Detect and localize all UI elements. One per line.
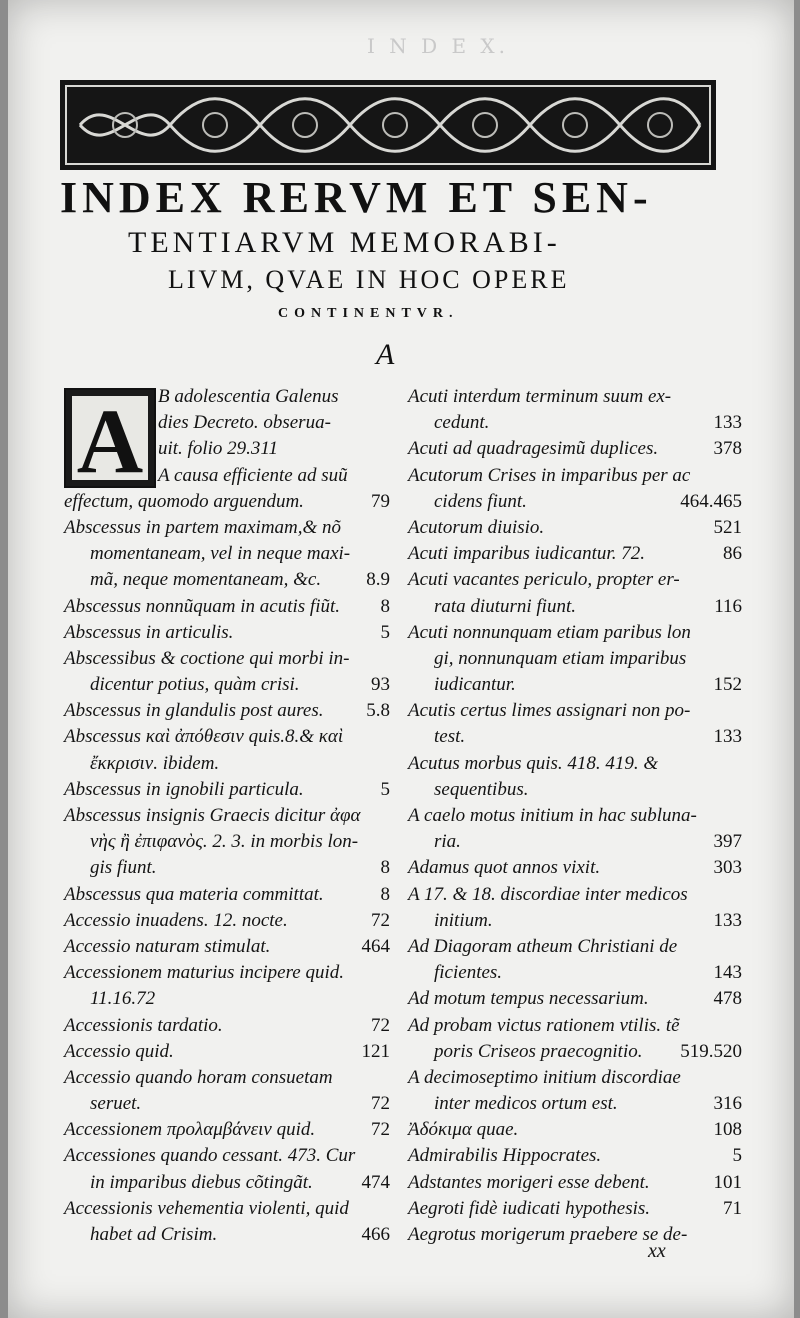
page-reference: 86 (723, 543, 742, 565)
page-reference: 464.465 (680, 490, 742, 512)
entry-text: Abscessibus & coctione qui morbi in- (64, 647, 350, 669)
entry-text: ficientes. (434, 962, 503, 984)
entry-text: Adamus quot annos vixit. (408, 857, 601, 879)
index-entry-line (408, 1196, 742, 1222)
index-entry-line (408, 436, 742, 462)
index-entry-line (64, 777, 390, 803)
page-reference: 5.8 (366, 700, 390, 722)
index-entry-line (408, 986, 742, 1012)
index-entry-line (64, 829, 390, 855)
page-reference: 72 (371, 909, 390, 931)
index-entry-line (64, 698, 390, 724)
entry-text: habet ad Crisim. (90, 1224, 218, 1245)
index-entry-line (64, 515, 390, 541)
index-entry-line (408, 724, 742, 750)
index-entry-line (64, 1143, 390, 1169)
index-entry-line (408, 620, 742, 646)
entry-text: Acuti vacantes periculo, propter er- (408, 569, 680, 591)
page-reference: 152 (713, 674, 742, 696)
entry-text: ἔκκρισιν. ibidem. (90, 752, 220, 774)
entry-text: rata diuturni fiunt. (434, 595, 576, 617)
index-entry-line (64, 463, 390, 489)
page-reference: 8.9 (366, 569, 390, 591)
index-entry-line (64, 882, 390, 908)
entry-text: Accessiones quando cessant. 473. Cur (64, 1145, 356, 1167)
entry-text: A 17. & 18. discordiae inter medicos (408, 883, 688, 905)
index-entry-line (64, 1196, 390, 1222)
entry-text: Ad Diagoram atheum Christiani de (408, 935, 678, 957)
index-entry-line (64, 567, 390, 593)
index-entry-line (408, 515, 742, 541)
entry-text: Accessio inuadens. 12. nocte. (64, 909, 288, 931)
page-reference: 519.520 (680, 1040, 742, 1062)
page-reference: 101 (713, 1171, 742, 1193)
entry-text: Abscessus in partem maximam,& nõ (64, 516, 342, 538)
page-reference: 72 (371, 1093, 390, 1115)
index-entry-line (408, 960, 742, 986)
index-entry-line (64, 855, 390, 881)
page-reference: 316 (713, 1093, 742, 1115)
index-entry-line (408, 751, 742, 777)
entry-text: A caelo motus initium in hac subluna- (408, 805, 697, 826)
index-entry-line (408, 594, 742, 620)
title-line-2: TENTIARVM MEMORABI- (128, 226, 561, 259)
entry-text: inter medicos ortum est. (434, 1093, 618, 1115)
entry-text: 11.16.72 (90, 988, 156, 1010)
page-reference: 466 (361, 1224, 390, 1245)
index-entry-line (64, 541, 390, 567)
title-line-1: INDEX RERVM ET SEN- (60, 173, 653, 222)
index-entry-line (64, 594, 390, 620)
index-entry-line (64, 489, 390, 515)
entry-text: momentaneam, vel in neque maxi- (90, 543, 351, 565)
entry-text: cedunt. (434, 412, 490, 434)
index-entry-line (64, 986, 390, 1012)
page-reference: 5 (380, 621, 390, 643)
entry-text: Accessionem προλαμβάνειν quid. (64, 1119, 316, 1141)
entry-text: initium. (434, 909, 493, 931)
index-entry-line (64, 934, 390, 960)
index-entry-line (408, 1222, 742, 1248)
entry-text: mã, neque momentaneam, &c. (90, 569, 322, 591)
page-reference: 8 (380, 595, 390, 617)
entry-text: Accessio quid. (64, 1040, 174, 1062)
entry-text: gi, nonnunquam etiam imparibus (434, 647, 687, 669)
ornamental-headpiece (60, 80, 716, 170)
entry-text: Abscessus insignis Graecis dicitur ἀφα (64, 805, 361, 826)
page-reference: 79 (371, 490, 390, 512)
index-entry-line (64, 410, 390, 436)
index-entry-line (64, 672, 390, 698)
entry-text: sequentibus. (434, 778, 529, 800)
page-reference: 121 (361, 1040, 390, 1062)
entry-text: A decimoseptimo initium discordiae (408, 1066, 681, 1088)
page-reference: 8 (380, 857, 390, 879)
index-entry-line (408, 803, 742, 829)
index-entry-line (408, 1170, 742, 1196)
index-entry-line (64, 803, 390, 829)
entry-text: Admirabilis Hippocrates. (408, 1145, 602, 1167)
entry-text: Accessionem maturius incipere quid. (64, 962, 345, 984)
entry-text: Abscessus in ignobili particula. (64, 778, 304, 800)
page-reference: 72 (371, 1119, 390, 1141)
drop-cap-letter: A (76, 396, 144, 480)
title-line-3: LIVM, QVAE IN HOC OPERE (168, 265, 570, 294)
index-entry-line (408, 1143, 742, 1169)
entry-text: poris Criseos praecognitio. (434, 1040, 643, 1062)
entry-text: Acutorum Crises in imparibus per ac (408, 464, 691, 486)
page-reference: 143 (713, 962, 742, 984)
entry-text: Acutus morbus quis. 418. 419. & (408, 752, 659, 774)
page-reference: 8 (380, 883, 390, 905)
entry-text: A causa efficiente ad suũ (158, 464, 348, 486)
index-entry-line (408, 384, 742, 410)
right-column (408, 384, 742, 1248)
index-entry-line (64, 1013, 390, 1039)
index-entry-line (408, 463, 742, 489)
index-entry-line (408, 829, 742, 855)
index-entry-line (64, 724, 390, 750)
page-reference: 397 (713, 831, 742, 853)
page-reference: 133 (713, 909, 742, 931)
entry-text: ria. (434, 831, 461, 853)
index-entry-line (408, 646, 742, 672)
index-entry-line (64, 1039, 390, 1065)
index-entry-line (408, 1039, 742, 1065)
index-entry-line (408, 882, 742, 908)
entry-text: uit. folio 29.311 (158, 438, 278, 460)
index-entry-line (408, 567, 742, 593)
entry-text: Abscessus in articulis. (64, 621, 234, 643)
page-reference: 474 (361, 1171, 390, 1193)
entry-text: Acuti nonnunquam etiam paribus lon (408, 621, 691, 643)
index-entry-line (64, 751, 390, 777)
entry-text: Accessionis tardatio. (64, 1014, 223, 1036)
index-entry-line (408, 1117, 742, 1143)
entry-text: Acutis certus limes assignari non po- (408, 700, 691, 722)
index-entry-line (408, 489, 742, 515)
entry-text: Aegroti fidè iudicati hypothesis. (408, 1197, 651, 1219)
entry-text: dies Decreto. obserua- (158, 412, 331, 434)
entry-text: seruet. (90, 1093, 142, 1115)
entry-text: iudicantur. (434, 674, 516, 696)
index-entry-line (408, 698, 742, 724)
entry-text: Accessionis vehementia violenti, quid (64, 1197, 349, 1219)
book-page (8, 0, 794, 1318)
entry-text: Acuti interdum terminum suum ex- (408, 386, 672, 407)
page-reference: 72 (371, 1014, 390, 1036)
index-entry-line (408, 1091, 742, 1117)
entry-text: test. (434, 726, 466, 748)
index-entry-line (64, 1117, 390, 1143)
section-letter: A (376, 338, 395, 371)
entry-text: Acutorum diuisio. (408, 516, 545, 538)
page-reference: 378 (713, 438, 742, 460)
page-reference: 116 (714, 595, 742, 617)
index-entry-line (64, 1091, 390, 1117)
page-reference: 521 (713, 516, 742, 538)
page-reference: 108 (713, 1119, 742, 1141)
index-entry-line (408, 1065, 742, 1091)
page-reference: 5 (732, 1145, 742, 1167)
index-entry-line (408, 777, 742, 803)
index-entry-line (64, 384, 390, 410)
entry-text: νὴς ἢ ἐπιφανὸς. 2. 3. in morbis lon- (90, 831, 359, 853)
entry-text: Accessio naturam stimulat. (64, 935, 271, 957)
entry-text: Ad probam victus rationem vtilis. tẽ (408, 1014, 680, 1036)
entry-text: Ἀδόκιμα quae. (408, 1119, 519, 1141)
entry-text: B adolescentia Galenus (158, 386, 339, 407)
entry-text: Abscessus qua materia committat. (64, 883, 324, 905)
index-entry-line (408, 908, 742, 934)
entry-text: Adstantes morigeri esse debent. (408, 1171, 650, 1193)
index-entry-line (408, 855, 742, 881)
entry-text: dicentur potius, quàm crisi. (90, 674, 300, 696)
index-entry-line (64, 646, 390, 672)
index-entry-line (408, 1013, 742, 1039)
index-entry-line (64, 960, 390, 986)
index-entry-line (64, 908, 390, 934)
entry-text: Abscessus in glandulis post aures. (64, 700, 324, 722)
entry-text: Aegrotus morigerum praebere se de- (408, 1224, 688, 1245)
running-head: I N D E X. (366, 34, 510, 58)
entry-text: Acuti ad quadragesimũ duplices. (408, 438, 659, 460)
entry-text: Abscessus nonnũquam in acutis fiũt. (64, 595, 341, 617)
index-entry-line (408, 410, 742, 436)
title-line-4: CONTINENTVR. (278, 306, 459, 321)
entry-text: Abscessus καὶ ἀπόθεσιν quis.8.& καὶ (64, 726, 344, 748)
page-reference: 133 (713, 726, 742, 748)
page-reference: 93 (371, 674, 390, 696)
entry-text: cidens fiunt. (434, 490, 527, 512)
index-entry-line (64, 620, 390, 646)
entry-text: Acuti imparibus iudicantur. 72. (408, 543, 645, 565)
entry-text: Accessio quando horam consuetam (64, 1066, 333, 1088)
index-entry-line (64, 1170, 390, 1196)
page-reference: 71 (723, 1197, 742, 1219)
index-entry-line (64, 1065, 390, 1091)
entry-text: in imparibus diebus cõtingãt. (90, 1171, 313, 1193)
index-entry-line (408, 672, 742, 698)
entry-text: effectum, quomodo arguendum. (64, 490, 304, 512)
page-reference: 464 (361, 935, 390, 957)
page-reference: 5 (380, 778, 390, 800)
entry-text: gis fiunt. (90, 857, 157, 879)
page-reference: 478 (713, 988, 742, 1010)
left-column (64, 384, 390, 1248)
index-entry-line (408, 541, 742, 567)
index-entry-line (64, 436, 390, 462)
index-entry-line (408, 934, 742, 960)
page-reference: 303 (713, 857, 742, 879)
index-entry-line (64, 1222, 390, 1248)
entry-text: Ad motum tempus necessarium. (408, 988, 649, 1010)
page-reference: 133 (713, 412, 742, 434)
catchword: xx (648, 1240, 666, 1262)
